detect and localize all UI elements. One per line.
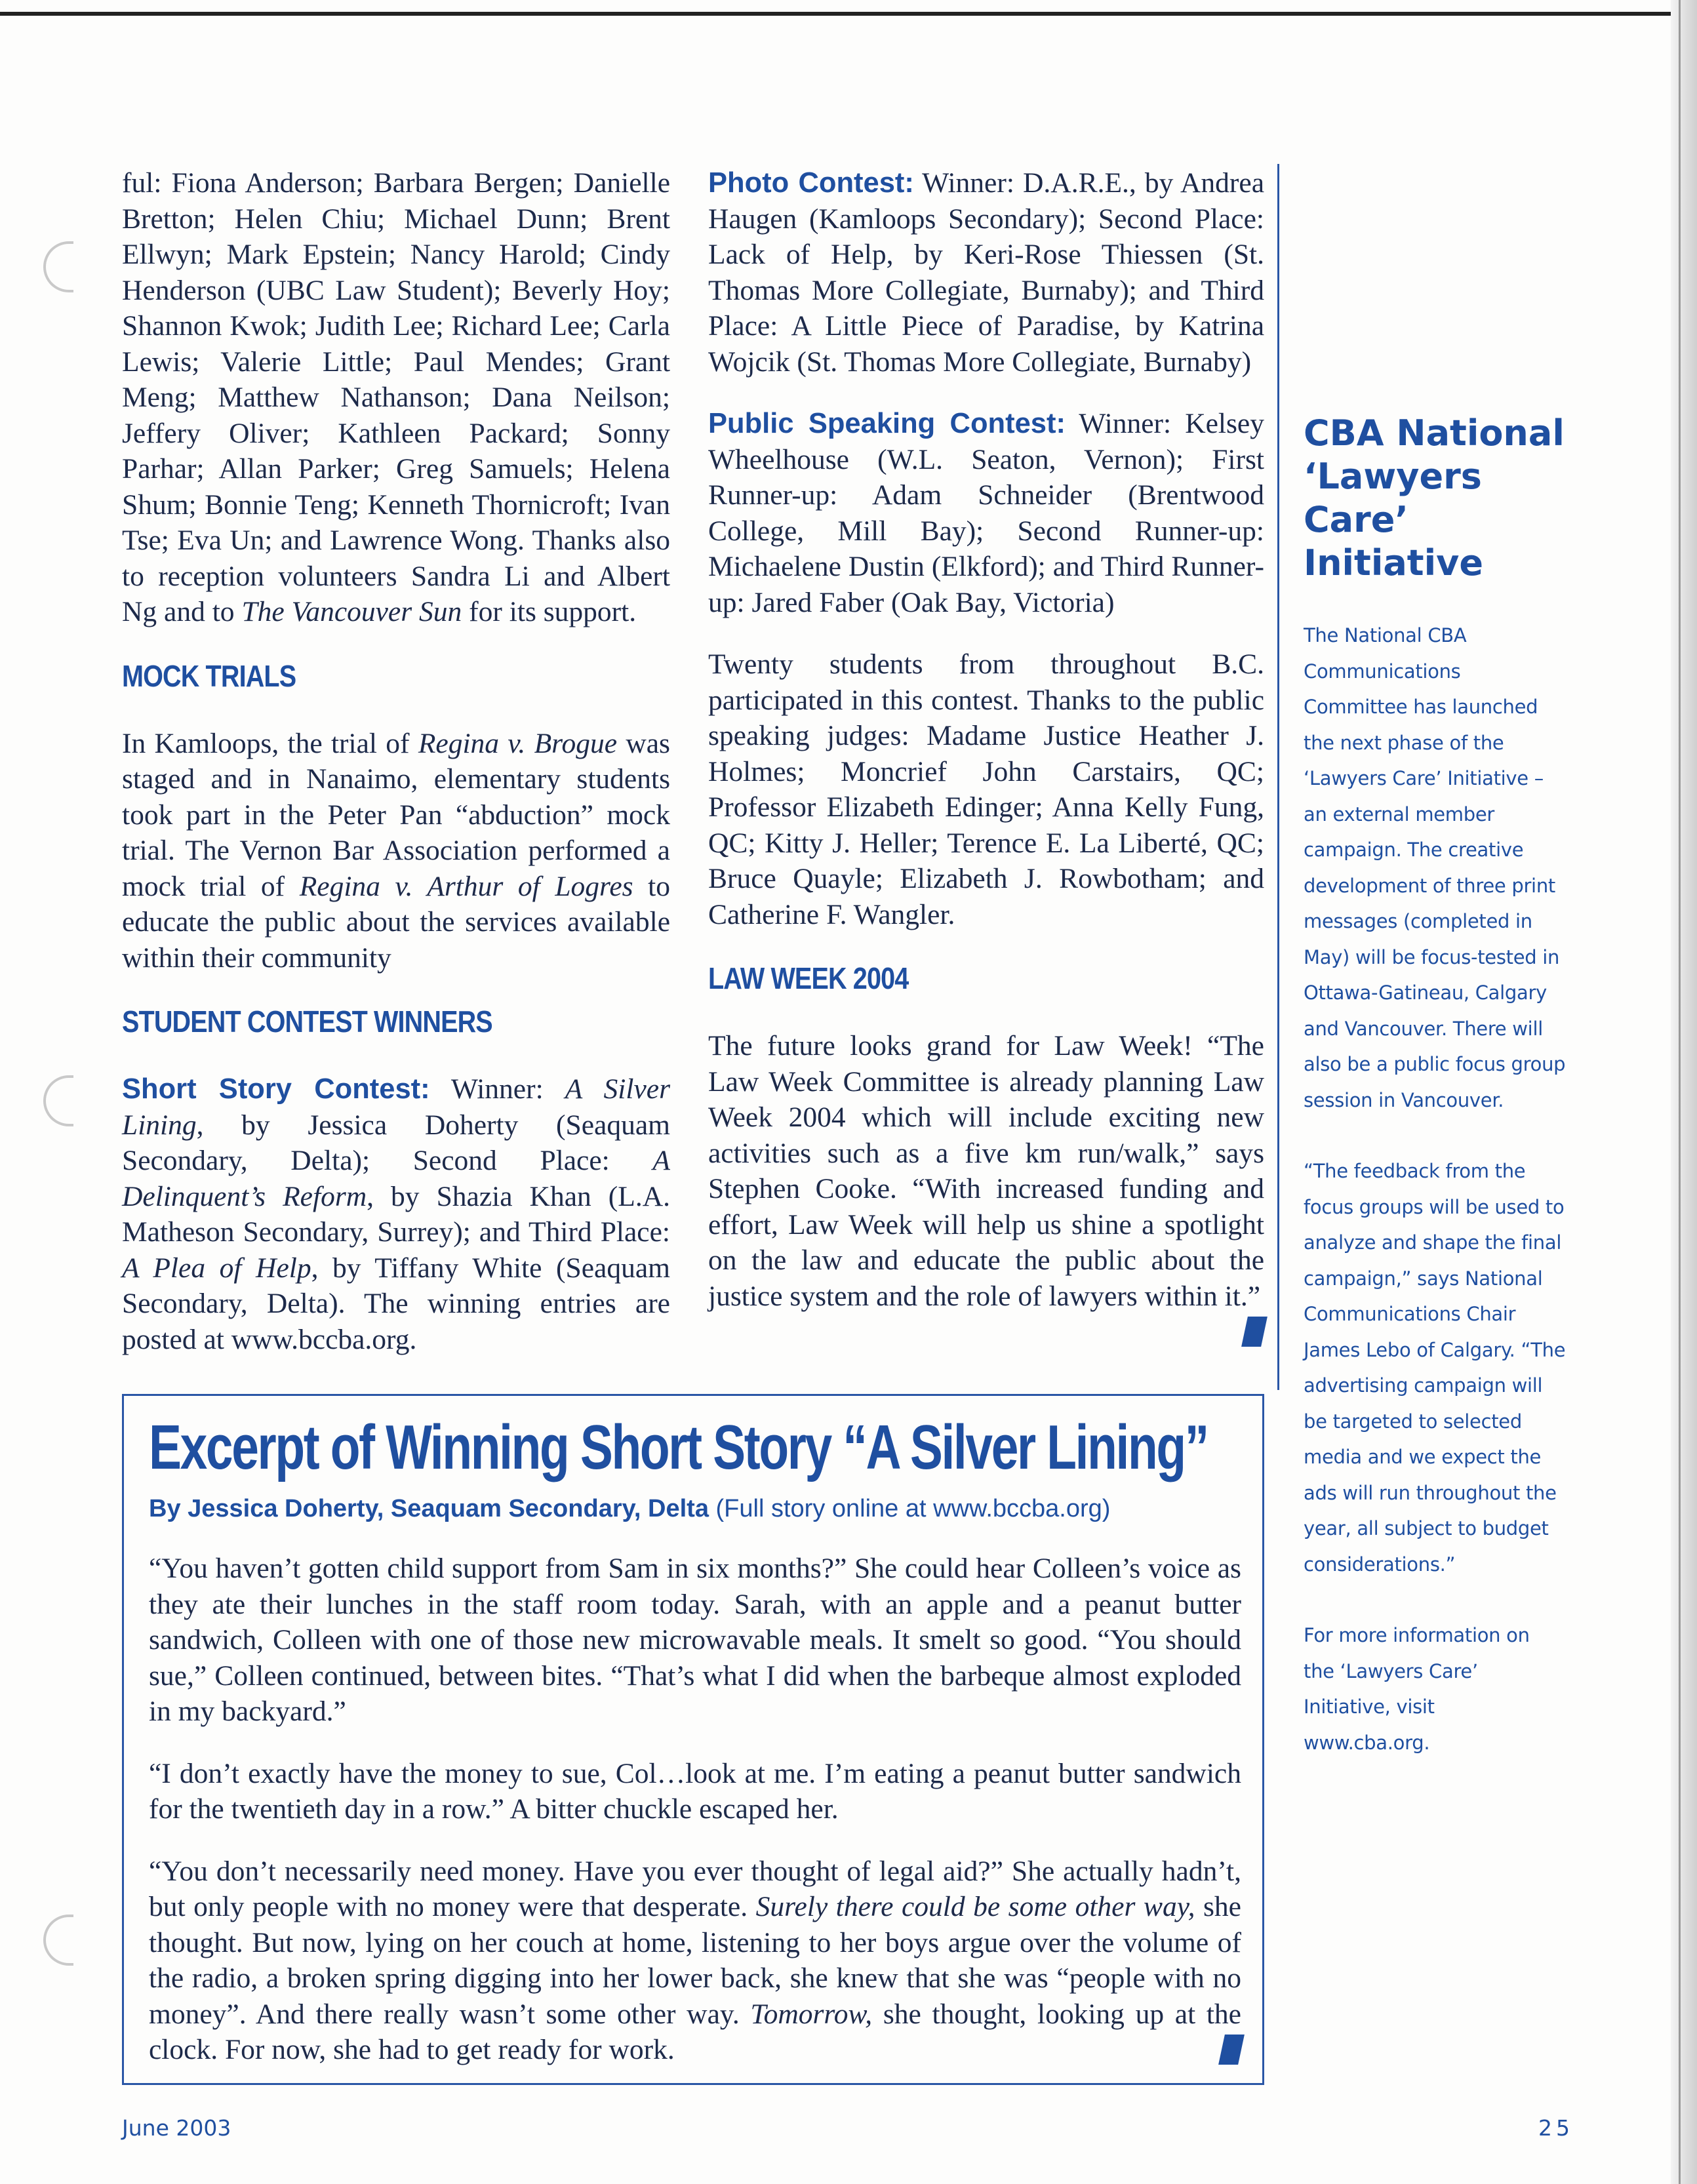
law-week-paragraph: The future looks grand for Law Week! “The Law Week Committee is already planning Law Week 2004 which will include exciting new activities such as a five km run/walk,” says Stephen Cooke. “With increased funding and effort, Law Week will help us shine a spotlight on the law and educate the public about the justice system and the role of lawyers within it.” — [708, 1028, 1264, 1314]
excerpt-byline: By Jessica Doherty, Seaquam Secondary, Delta (Full story online at www.bccba.org) — [149, 1495, 1111, 1522]
sidebar-title: CBA National ‘Lawyers Care’ Initiative — [1304, 412, 1565, 584]
excerpt-body — [149, 1551, 1241, 2094]
excerpt-paragraph: “I don’t exactly have the money to sue, Col…look at me. I’m eating a peanut butter sandwich for the twentieth day in a row.” A bitter chuckle escaped her. — [149, 1757, 1241, 1825]
public-speaking-paragraph: Public Speaking Contest: Winner: Kelsey Wheelhouse (W.L. Seaton, Vernon); First Runner-up: Adam Schneider (Brentwood College, Mill Bay); Second Runner-up: Michaelene Dustin (Elkford); and Third Runner-up: Jared Faber (Oak Bay, Victoria) — [708, 408, 1264, 618]
column-divider — [1277, 164, 1279, 1390]
issue-date: June 2003 — [122, 2115, 231, 2141]
photo-contest-paragraph: Photo Contest: Winner: D.A.R.E., by Andrea Haugen (Kamloops Secondary); Second Place: Lack of Help, by Keri-Rose Thiessen (St. Thomas More Collegiate, Burnaby); and Third Place: A Little Piece of Paradise, by Katrina Wojcik (St. Thomas More Collegiate, Burnaby) — [708, 167, 1265, 378]
punch-hole-icon — [43, 1915, 73, 1966]
sidebar-paragraph: For more information on the ‘Lawyers Care’ Initiative, visit www.cba.org. — [1304, 1624, 1530, 1754]
punch-hole-icon — [43, 1075, 73, 1126]
photo-contest-label: Photo Contest: — [708, 167, 914, 199]
excerpt-paragraph: “You haven’t gotten child support from Sam in six months?” She could hear Colleen’s voice as they ate their lunches in the staff room today. Sarah, with an apple and a peanut butter sandwich, Colleen with one of those new microwavable meals. It smelt so good. “You should sue,” Colleen continued, between bites. “That’s what I did when the barbeque almost exploded in my backyard.” — [149, 1553, 1241, 1727]
case-name: Regina v. Arthur of Logres — [299, 870, 633, 902]
case-name: Regina v. Brogue — [418, 727, 618, 759]
excerpt-box — [122, 1394, 1264, 2085]
mock-trials-heading: MOCK TRIALS — [122, 658, 296, 693]
short-story-paragraph: Short Story Contest: Winner: A Silver Lining, by Jessica Doherty (Seaquam Secondary, Delta); Second Place: A Delinquent’s Reform, by Shazia Khan (L.A. Matheson Secondary, Surrey); and Third Place: A Plea of Help, by Tiffany White (Seaquam Secondary, Delta). The winning entries are posted at www.bccba.org. — [122, 1073, 670, 1355]
excerpt-title: Excerpt of Winning Short Story “A Silver Lining” — [149, 1412, 1208, 1482]
page-edge-line — [1679, 0, 1681, 2184]
newspaper-name: The Vancouver Sun — [241, 596, 462, 627]
sidebar-paragraph: “The feedback from the focus groups will be used to analyze and shape the final campaign,” says National Communications Chair James Lebo of Calgary. “The advertising campaign will be targeted to selected media and we expect the ads will run throughout the year, all subject to budget considerations.” — [1304, 1160, 1566, 1576]
page-edge — [1671, 0, 1697, 2184]
column-middle — [708, 165, 1264, 1347]
mock-trials-paragraph: In Kamloops, the trial of Regina v. Brogue was staged and in Nanaimo, elementary students took part in the Peter Pan “abduction” mock trial. The Vernon Bar Association performed a mock trial of Regina v. Arthur of Logres to educate the public about the services available within their community — [122, 727, 670, 974]
punch-hole-icon — [43, 241, 73, 292]
law-week-heading: LAW WEEK 2004 — [708, 961, 909, 995]
end-of-article-icon — [1218, 2035, 1245, 2065]
sidebar-paragraph: The National CBA Communications Committee has launched the next phase of the ‘Lawyers Care’ Initiative – an external member campaign. The creative development of three print messages (completed in May) will be focus-tested in Ottawa-Gatineau, Calgary and Vancouver. There will also be a public focus group session in Vancouver. — [1304, 624, 1566, 1111]
page-number: 25 — [1538, 2115, 1574, 2141]
excerpt-paragraph: “You don’t necessarily need money. Have you ever thought of legal aid?” She actually hadn’t, but only people with no money were that desperate. Surely there could be some other way, she thought. But now, lying on her couch at home, listening to her boys argue over the volume of the radio, a broken spring digging into her lower back, she knew that she was “people with no money”. And there really wasn’t some other way. Tomorrow, she thought, looking up at the clock. For now, she had to get ready for work. — [149, 1854, 1241, 2068]
student-contest-heading: STUDENT CONTEST WINNERS — [122, 1004, 492, 1039]
public-speaking-label: Public Speaking Contest: — [708, 408, 1066, 439]
end-of-article-icon — [1241, 1317, 1268, 1347]
sidebar — [1304, 412, 1566, 1796]
short-story-label: Short Story Contest: — [122, 1073, 430, 1105]
volunteers-paragraph: ful: Fiona Anderson; Barbara Bergen; Danielle Bretton; Helen Chiu; Michael Dunn; Brent Ellwyn; Mark Epstein; Nancy Harold; Cindy Henderson (UBC Law Student); Beverly Hoy; Shannon Kwok; Judith Lee; Richard Lee; Carla Lewis; Valerie Little; Paul Mendes; Grant Meng; Matthew Nathanson; Dana Neilson; Jeffery Oliver; Kathleen Packard; Sonny Parhar; Allan Parker; Greg Samuels; Helena Shum; Bonnie Teng; Kenneth Thornicroft; Ivan Tse; Eva Un; and Lawrence Wong. Thanks also to reception volunteers Sandra Li and Albert Ng and to The Vancouver Sun for its support. — [122, 167, 670, 627]
top-rule — [0, 12, 1697, 16]
judges-paragraph: Twenty students from throughout B.C. participated in this contest. Thanks to the public speaking judges: Madame Justice Heather J. Holmes; Moncrief John Carstairs, QC; Professor Elizabeth Edinger; Anna Kelly Fung, QC; Kitty J. Heller; Terence E. La Liberté, QC; Bruce Quayle; Elizabeth J. Rowbotham; and Catherine F. Wangler. — [708, 648, 1264, 930]
column-left — [122, 165, 670, 1383]
